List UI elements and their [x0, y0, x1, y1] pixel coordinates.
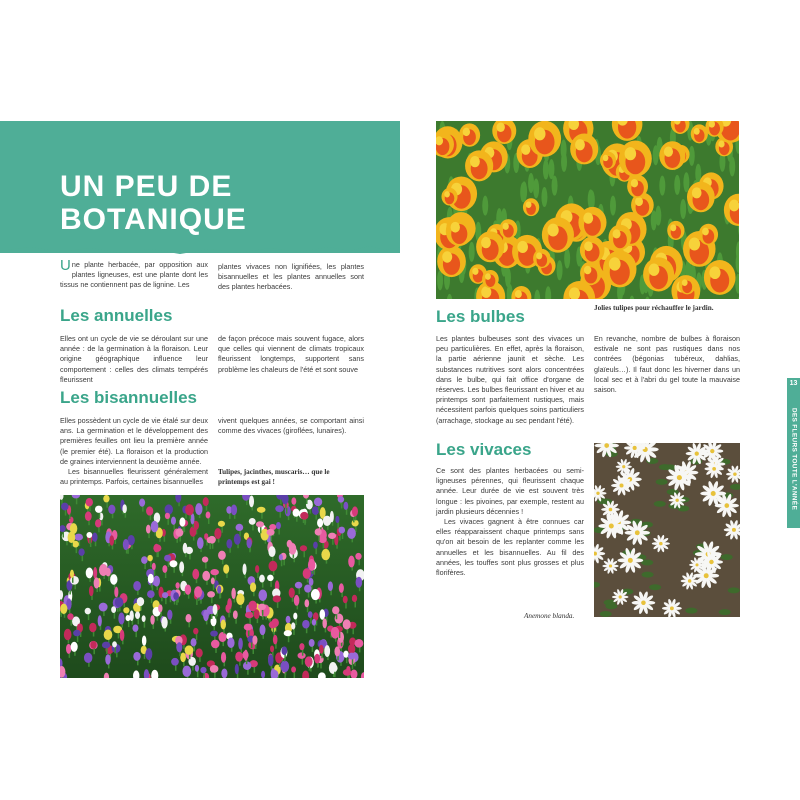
title-line-2: BOTANIQUE	[60, 203, 247, 236]
annuelles-col-1: Elles ont un cycle de vie se déroulant sur une année : de la germination à la floraison. Leur origine géographique influence leur comportement : celles des climats tempérés fleurissent	[60, 334, 208, 384]
caption-tulipes-jacinthes: Tulipes, jacinthes, muscaris… que le printemps est gai !	[218, 468, 330, 486]
intro-col-1	[60, 257, 208, 291]
side-chapter-text: DES FLEURS TOUTE L'ANNÉE	[790, 407, 797, 511]
banner-torn-edge	[0, 243, 400, 257]
heading-vivaces: Les vivaces	[436, 440, 532, 459]
title-line-1: UN PEU DE	[60, 170, 233, 203]
photo-anemone-blanda	[594, 443, 740, 617]
heading-bisannuelles: Les bisannuelles	[60, 388, 197, 407]
vivaces-p2: Les vivaces gagnent à être connues car elles réapparaissent chaque printemps sans qu'on ait besoin de les replanter comme les annuelles et les bisannuelles. Au fil des années, les touffes sont plus grosses et plus florifères.	[436, 517, 584, 578]
bulbes-col-2: En revanche, nombre de bulbes à floraison estivale ne sont pas rustiques dans nos contrées (bégonias tubéreux, dahlias, glaïeuls…). Il faut donc les hiverner dans un local sec et à l'abri du gel toute la mauvaise saison.	[594, 334, 740, 395]
intro-col-2: plantes vivaces non lignifiées, les plantes bisannuelles et les plantes annuelles sont des plantes herbacées.	[218, 262, 364, 292]
vivaces-p1: Ce sont des plantes herbacées ou semi-ligneuses pérennes, qui fleurissent chaque année. Leur durée de vie est souvent très longue : les pivoines, par exemple, restent au jardin plusieurs décennies !	[436, 466, 584, 516]
bulbes-col-1: Les plantes bulbeuses sont des vivaces un peu particulières. En effet, après la floraison, la partie aérienne jaunit et sèche. Les substances nutritives sont alors concentrées dans le bulbe, qui fait office d'organe de réserves. Les bulbes fleurissant en hiver et au printemps sont parfaitement rustiques, mais nécessitent parfois quelques soins particuliers (arrachage, stockage au sec pendant l'été).	[436, 334, 584, 425]
bisannuelles-p2: Les bisannuelles fleurissent généralement au printemps. Parfois, certaines bisannuelles	[60, 467, 208, 487]
caption-jolies-tulipes: Jolies tulipes pour réchauffer le jardin.	[594, 304, 714, 312]
intro-col-1-text: ne plante herbacée, par opposition aux plantes ligneuses, est une plante dont les tissus ne contiennent pas de lignine. Les	[60, 260, 208, 290]
photo-yellow-tulips	[436, 121, 739, 299]
bisannuelles-col-2: vivent quelques années, se comportant ainsi comme des vivaces (giroflées, lunaires).	[218, 416, 364, 436]
vivaces-text	[436, 466, 584, 578]
bisannuelles-p1: Elles possèdent un cycle de vie étalé sur deux ans. La germination et le développement des premières feuilles ont lieu la première année (le premier été). La floraison et la production de graines interviennent la deuxième année.	[60, 416, 208, 466]
side-chapter-label	[787, 392, 800, 526]
annuelles-col-2: de façon précoce mais souvent fugace, alors que celles qui viennent de climats tropicaux fleurissent longtemps, supportent sans problème les chaleurs de l'été et sont souve	[218, 334, 364, 374]
intro-dropcap: U	[60, 257, 71, 274]
caption-anemone: Anemone blanda.	[524, 612, 575, 620]
photo-spring-flowerbed	[60, 495, 364, 678]
bisannuelles-col-1	[60, 416, 208, 487]
heading-annuelles: Les annuelles	[60, 306, 173, 325]
page-number: 13	[789, 380, 798, 387]
heading-bulbes: Les bulbes	[436, 307, 525, 326]
page-title	[60, 170, 247, 236]
